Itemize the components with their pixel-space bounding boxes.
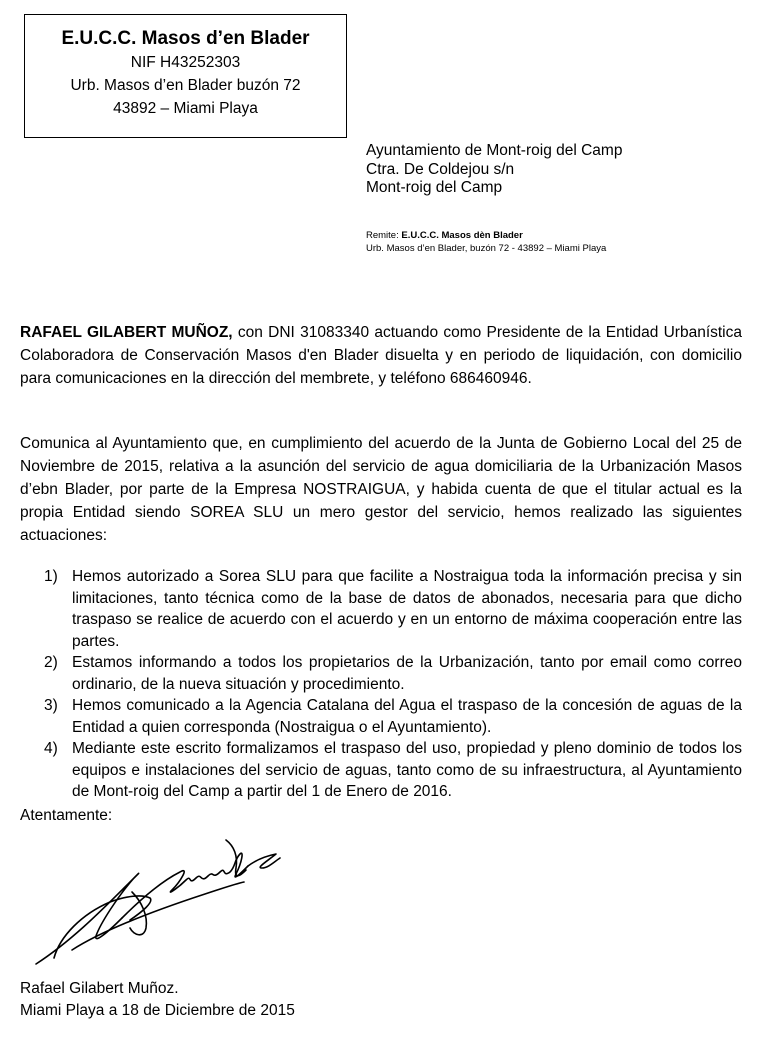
sender-nif: NIF H43252303 bbox=[130, 54, 241, 71]
recipient-line-2: Ctra. De Coldejou s/n bbox=[366, 160, 515, 178]
declarant-name: RAFAEL GILABERT MUÑOZ, bbox=[20, 324, 233, 341]
list-item-number: 1) bbox=[44, 568, 58, 585]
signer-name: Rafael Gilabert Muñoz. bbox=[20, 980, 179, 997]
handwritten-signature bbox=[30, 832, 300, 972]
list-item bbox=[20, 566, 742, 652]
recipient-line-3: Mont-roig del Camp bbox=[366, 179, 503, 196]
paragraph-introduction bbox=[20, 321, 742, 390]
list-item-text: Estamos informando a todos los propietarios de la Urbanización, tanto por email como correo ordinario, de la nueva situación y procedimiento. bbox=[72, 654, 742, 693]
list-item-text: Mediante este escrito formalizamos el traspaso del uso, propiedad y pleno dominio de todos los equipos e instalaciones del servicio de aguas, tanto como de su infraestructura, al Ayuntamiento de Mont-roig del Camp a partir del 1 de Enero de 2016. bbox=[72, 740, 742, 800]
list-item-number: 2) bbox=[44, 654, 58, 671]
sender-address: Urb. Masos d’en Blader buzón 72 bbox=[70, 77, 301, 94]
remite-address: Urb. Masos d’en Blader, buzón 72 - 43892 – Miami Playa bbox=[366, 243, 607, 254]
recipient-line-1: Ayuntamiento de Mont-roig del Camp bbox=[366, 142, 623, 159]
list-item-number: 4) bbox=[44, 740, 58, 757]
list-item-text: Hemos autorizado a Sorea SLU para que facilite a Nostraigua toda la información precisa y sin limitaciones, tanto técnica como de la base de datos de abonados, necesaria para que dicho traspaso se realice de acuerdo con el acuerdo y en un entorno de máxima cooperación entre las partes. bbox=[72, 568, 742, 650]
actions-list bbox=[20, 566, 742, 803]
sender-name: E.U.C.C. Masos d’en Blader bbox=[61, 28, 310, 49]
closing-salutation: Atentamente: bbox=[20, 807, 113, 824]
sender-city: 43892 – Miami Playa bbox=[113, 100, 258, 117]
paragraph-introduction-text: con DNI 31083340 actuando como Presidente de la Entidad Urbanística Colaboradora de Conservación Masos d'en Blader disuelta y en periodo de liquidación, con domicilio para comunicaciones en la dirección del membrete, y teléfono 686460946. bbox=[20, 324, 742, 387]
remite-block bbox=[366, 229, 606, 255]
list-item-text: Hemos comunicado a la Agencia Catalana del Agua el traspaso de la concesión de aguas de la Entidad a quien corresponda (Nostraigua o el Ayuntamiento). bbox=[72, 697, 742, 736]
signoff-block bbox=[20, 978, 295, 1022]
remite-name: E.U.C.C. Masos dèn Blader bbox=[401, 230, 523, 241]
paragraph-communication: Comunica al Ayuntamiento que, en cumplimiento del acuerdo de la Junta de Gobierno Local del 25 de Noviembre de 2015, relativa a la asunción del servicio de agua domiciliaria de la Urbanización Masos d’ebn Blader, por parte de la Empresa NOSTRAIGUA, y habida cuenta de que el titular actual es la propia Entidad siendo SOREA SLU un mero gestor del servicio, hemos realizado las siguientes actuaciones: bbox=[20, 435, 742, 544]
list-item bbox=[20, 738, 742, 803]
signoff-place-date: Miami Playa a 18 de Diciembre de 2015 bbox=[20, 1002, 295, 1019]
recipient-address-block bbox=[366, 142, 622, 198]
sender-letterhead-box bbox=[24, 14, 347, 138]
list-item-number: 3) bbox=[44, 697, 58, 714]
remite-label: Remite: bbox=[366, 230, 399, 241]
list-item bbox=[20, 695, 742, 738]
list-item bbox=[20, 652, 742, 695]
